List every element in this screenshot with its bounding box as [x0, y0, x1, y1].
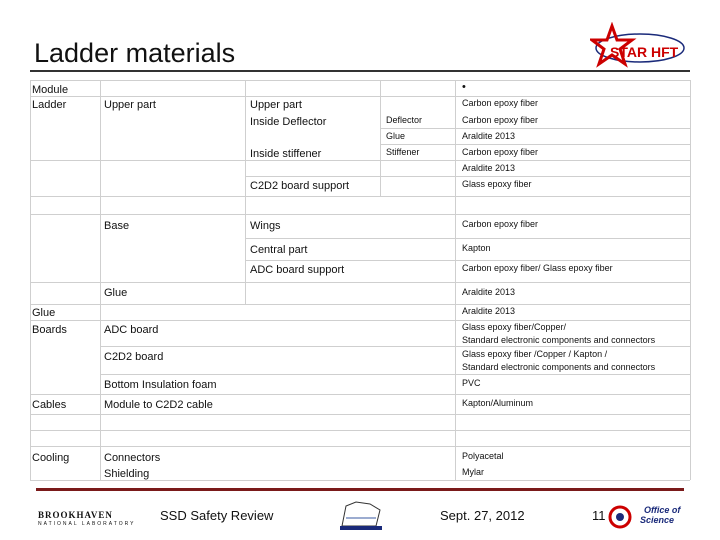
cell-component: Deflector: [386, 115, 423, 125]
table-rule: [30, 320, 690, 321]
cell-part: Base: [104, 220, 130, 232]
table-rule: [30, 430, 690, 431]
table-rule: [30, 282, 690, 283]
cell-part: ADC board: [104, 324, 159, 336]
cell-material: Glass epoxy fiber /Copper / Kapton /: [462, 349, 608, 359]
table-rule: [30, 160, 690, 161]
cell-part: Glue: [104, 287, 128, 299]
table-rule: [100, 374, 690, 375]
cell-material: Carbon epoxy fiber: [462, 147, 539, 157]
cell-category: Cooling: [32, 452, 70, 464]
cell-subpart: C2D2 board support: [250, 180, 350, 192]
table-rule: [380, 80, 381, 196]
cell-part: Bottom Insulation foam: [104, 379, 217, 391]
cell-material: Araldite 2013: [462, 287, 516, 297]
cell-material: Polyacetal: [462, 451, 504, 461]
cell-material-line2: Standard electronic components and connectors: [462, 362, 656, 372]
cell-material: Araldite 2013: [462, 131, 516, 141]
cell-part: Shielding: [104, 468, 150, 480]
cell-subpart: Upper part: [250, 99, 302, 111]
cell-material: Araldite 2013: [462, 163, 516, 173]
cell-material: Kapton: [462, 243, 491, 253]
cell-material: Araldite 2013: [462, 306, 516, 316]
cell-part: Module to C2D2 cable: [104, 399, 213, 411]
header-bullet: •: [462, 81, 466, 93]
brookhaven-logo-sub: NATIONAL LABORATORY: [38, 521, 136, 527]
footer-bar: [36, 488, 684, 491]
cell-subpart: Inside stiffener: [250, 148, 322, 160]
table-rule: [30, 214, 690, 215]
table-rule: [245, 80, 246, 304]
cell-subpart: Wings: [250, 220, 281, 232]
cell-category: Ladder: [32, 99, 67, 111]
cell-component: Stiffener: [386, 147, 420, 157]
experiment-logo-icon: [336, 498, 386, 532]
table-rule: [30, 304, 690, 305]
cell-part: Connectors: [104, 452, 161, 464]
table-rule: [30, 446, 690, 447]
cell-subpart: Central part: [250, 244, 308, 256]
cell-material: Kapton/Aluminum: [462, 398, 534, 408]
table-rule: [30, 196, 690, 197]
slide-title: Ladder materials: [34, 38, 236, 68]
cell-material: PVC: [462, 378, 481, 388]
cell-material: Carbon epoxy fiber: [462, 115, 539, 125]
office-of-science-line1: Office of: [644, 505, 681, 515]
cell-category: Glue: [32, 307, 56, 319]
cell-category: Cables: [32, 399, 67, 411]
cell-material: Glass epoxy fiber/Copper/: [462, 322, 567, 332]
cell-part: C2D2 board: [104, 351, 164, 363]
cell-material-line2: Standard electronic components and connectors: [462, 335, 656, 345]
table-rule: [690, 80, 691, 480]
table-rule: [245, 176, 690, 177]
table-rule: [30, 394, 690, 395]
logo-text: STAR HFT: [610, 44, 679, 60]
footer-center-text: SSD Safety Review: [160, 508, 274, 523]
cell-material: Glass epoxy fiber: [462, 179, 532, 189]
cell-material: Carbon epoxy fiber: [462, 98, 539, 108]
cell-material: Carbon epoxy fiber: [462, 219, 539, 229]
cell-category: Boards: [32, 324, 67, 336]
page-number: 11: [592, 508, 606, 523]
cell-subpart: ADC board support: [250, 264, 345, 276]
table-rule: [455, 80, 456, 480]
table-rule: [380, 128, 690, 129]
cell-component: Glue: [386, 131, 406, 141]
table-rule: [30, 80, 690, 81]
table-rule: [30, 414, 690, 415]
table-rule: [30, 96, 690, 97]
table-rule: [100, 80, 101, 480]
brookhaven-logo: BROOKHAVEN: [38, 510, 113, 520]
cell-material: Carbon epoxy fiber/ Glass epoxy fiber: [462, 263, 613, 273]
cell-part: Upper part: [104, 99, 156, 111]
cell-subpart: Inside Deflector: [250, 116, 327, 128]
cell-material: Mylar: [462, 467, 484, 477]
table-rule: [245, 260, 690, 261]
office-of-science-line2: Science: [640, 515, 675, 525]
table-rule: [380, 144, 690, 145]
footer-date: Sept. 27, 2012: [440, 508, 525, 523]
table-rule: [245, 238, 690, 239]
cell-category: Module: [32, 84, 69, 96]
table-rule: [30, 80, 31, 480]
